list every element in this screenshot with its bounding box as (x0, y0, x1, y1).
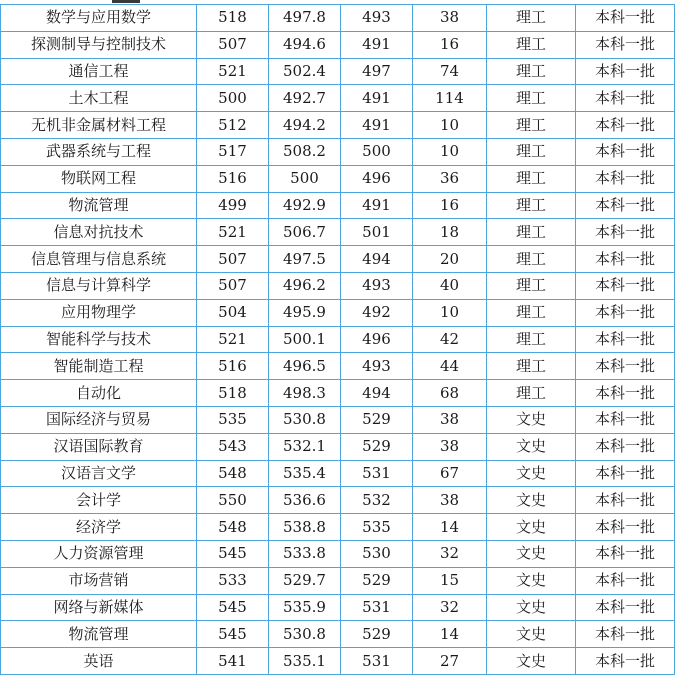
admitted-count-cell: 10 (413, 138, 487, 165)
admitted-count-cell: 16 (413, 31, 487, 58)
min-score-cell: 531 (341, 460, 413, 487)
table-row (1, 219, 675, 246)
avg-score-cell: 492.7 (269, 85, 341, 112)
admitted-count-cell: 18 (413, 219, 487, 246)
admitted-count-cell: 10 (413, 299, 487, 326)
table-row (1, 165, 675, 192)
major-cell: 人力资源管理 (1, 540, 197, 567)
subject-category-cell: 理工 (487, 299, 576, 326)
max-score-cell: 550 (197, 487, 269, 514)
min-score-cell: 529 (341, 406, 413, 433)
subject-category-cell: 理工 (487, 326, 576, 353)
admitted-count-cell: 10 (413, 112, 487, 139)
admission-batch-cell: 本科一批 (576, 567, 675, 594)
table-row (1, 433, 675, 460)
admission-batch-cell: 本科一批 (576, 85, 675, 112)
min-score-cell: 493 (341, 272, 413, 299)
avg-score-cell: 508.2 (269, 138, 341, 165)
table-row (1, 192, 675, 219)
admission-batch-cell: 本科一批 (576, 353, 675, 380)
admitted-count-cell: 32 (413, 540, 487, 567)
admitted-count-cell: 14 (413, 514, 487, 541)
avg-score-cell: 492.9 (269, 192, 341, 219)
subject-category-cell: 理工 (487, 380, 576, 407)
admitted-count-cell: 67 (413, 460, 487, 487)
avg-score-cell: 529.7 (269, 567, 341, 594)
admitted-count-cell: 16 (413, 192, 487, 219)
admitted-count-cell: 68 (413, 380, 487, 407)
min-score-cell: 497 (341, 58, 413, 85)
max-score-cell: 507 (197, 31, 269, 58)
max-score-cell: 507 (197, 246, 269, 273)
major-cell: 物流管理 (1, 192, 197, 219)
admission-batch-cell: 本科一批 (576, 380, 675, 407)
min-score-cell: 529 (341, 621, 413, 648)
admission-scores-table (0, 4, 675, 675)
admission-batch-cell: 本科一批 (576, 460, 675, 487)
min-score-cell: 493 (341, 5, 413, 32)
max-score-cell: 516 (197, 353, 269, 380)
admission-batch-cell: 本科一批 (576, 514, 675, 541)
min-score-cell: 491 (341, 85, 413, 112)
admitted-count-cell: 40 (413, 272, 487, 299)
major-cell: 通信工程 (1, 58, 197, 85)
max-score-cell: 545 (197, 540, 269, 567)
avg-score-cell: 535.1 (269, 648, 341, 675)
admission-batch-cell: 本科一批 (576, 433, 675, 460)
avg-score-cell: 500.1 (269, 326, 341, 353)
major-cell: 信息对抗技术 (1, 219, 197, 246)
major-cell: 数学与应用数学 (1, 5, 197, 32)
admission-batch-cell: 本科一批 (576, 138, 675, 165)
admitted-count-cell: 114 (413, 85, 487, 112)
min-score-cell: 491 (341, 31, 413, 58)
subject-category-cell: 理工 (487, 5, 576, 32)
min-score-cell: 491 (341, 112, 413, 139)
admitted-count-cell: 15 (413, 567, 487, 594)
major-cell: 英语 (1, 648, 197, 675)
min-score-cell: 500 (341, 138, 413, 165)
admitted-count-cell: 32 (413, 594, 487, 621)
table-row (1, 406, 675, 433)
major-cell: 信息管理与信息系统 (1, 246, 197, 273)
clipped-text-fragment (112, 0, 140, 3)
admission-batch-cell: 本科一批 (576, 406, 675, 433)
table-row (1, 487, 675, 514)
max-score-cell: 500 (197, 85, 269, 112)
max-score-cell: 518 (197, 5, 269, 32)
subject-category-cell: 理工 (487, 192, 576, 219)
table-row (1, 460, 675, 487)
subject-category-cell: 理工 (487, 272, 576, 299)
admitted-count-cell: 42 (413, 326, 487, 353)
admitted-count-cell: 38 (413, 5, 487, 32)
major-cell: 物联网工程 (1, 165, 197, 192)
max-score-cell: 499 (197, 192, 269, 219)
table-row (1, 540, 675, 567)
major-cell: 应用物理学 (1, 299, 197, 326)
admission-batch-cell: 本科一批 (576, 487, 675, 514)
major-cell: 网络与新媒体 (1, 594, 197, 621)
subject-category-cell: 文史 (487, 540, 576, 567)
avg-score-cell: 494.6 (269, 31, 341, 58)
table-row (1, 326, 675, 353)
subject-category-cell: 文史 (487, 487, 576, 514)
major-cell: 信息与计算科学 (1, 272, 197, 299)
admission-batch-cell: 本科一批 (576, 621, 675, 648)
major-cell: 智能科学与技术 (1, 326, 197, 353)
min-score-cell: 492 (341, 299, 413, 326)
admitted-count-cell: 27 (413, 648, 487, 675)
major-cell: 智能制造工程 (1, 353, 197, 380)
admitted-count-cell: 20 (413, 246, 487, 273)
table-row (1, 246, 675, 273)
admitted-count-cell: 14 (413, 621, 487, 648)
min-score-cell: 531 (341, 594, 413, 621)
admitted-count-cell: 38 (413, 433, 487, 460)
subject-category-cell: 理工 (487, 353, 576, 380)
max-score-cell: 533 (197, 567, 269, 594)
major-cell: 物流管理 (1, 621, 197, 648)
admission-batch-cell: 本科一批 (576, 246, 675, 273)
subject-category-cell: 理工 (487, 165, 576, 192)
major-cell: 汉语言文学 (1, 460, 197, 487)
max-score-cell: 545 (197, 621, 269, 648)
max-score-cell: 504 (197, 299, 269, 326)
table-row (1, 648, 675, 675)
avg-score-cell: 535.9 (269, 594, 341, 621)
major-cell: 自动化 (1, 380, 197, 407)
max-score-cell: 541 (197, 648, 269, 675)
avg-score-cell: 530.8 (269, 621, 341, 648)
subject-category-cell: 文史 (487, 433, 576, 460)
min-score-cell: 494 (341, 246, 413, 273)
subject-category-cell: 文史 (487, 648, 576, 675)
max-score-cell: 521 (197, 58, 269, 85)
admission-batch-cell: 本科一批 (576, 648, 675, 675)
max-score-cell: 548 (197, 514, 269, 541)
avg-score-cell: 538.8 (269, 514, 341, 541)
min-score-cell: 529 (341, 433, 413, 460)
max-score-cell: 521 (197, 219, 269, 246)
min-score-cell: 529 (341, 567, 413, 594)
subject-category-cell: 理工 (487, 58, 576, 85)
subject-category-cell: 理工 (487, 112, 576, 139)
admitted-count-cell: 74 (413, 58, 487, 85)
subject-category-cell: 文史 (487, 621, 576, 648)
major-cell: 无机非金属材料工程 (1, 112, 197, 139)
admitted-count-cell: 38 (413, 406, 487, 433)
min-score-cell: 530 (341, 540, 413, 567)
avg-score-cell: 506.7 (269, 219, 341, 246)
table-row (1, 31, 675, 58)
major-cell: 经济学 (1, 514, 197, 541)
min-score-cell: 493 (341, 353, 413, 380)
subject-category-cell: 理工 (487, 246, 576, 273)
max-score-cell: 543 (197, 433, 269, 460)
subject-category-cell: 理工 (487, 219, 576, 246)
admission-batch-cell: 本科一批 (576, 594, 675, 621)
avg-score-cell: 496.5 (269, 353, 341, 380)
table-row (1, 380, 675, 407)
major-cell: 探测制导与控制技术 (1, 31, 197, 58)
max-score-cell: 512 (197, 112, 269, 139)
min-score-cell: 532 (341, 487, 413, 514)
admission-batch-cell: 本科一批 (576, 165, 675, 192)
admitted-count-cell: 38 (413, 487, 487, 514)
table-row (1, 85, 675, 112)
admission-batch-cell: 本科一批 (576, 272, 675, 299)
min-score-cell: 494 (341, 380, 413, 407)
avg-score-cell: 494.2 (269, 112, 341, 139)
major-cell: 汉语国际教育 (1, 433, 197, 460)
min-score-cell: 496 (341, 326, 413, 353)
table-row (1, 594, 675, 621)
table-row (1, 621, 675, 648)
avg-score-cell: 497.5 (269, 246, 341, 273)
min-score-cell: 531 (341, 648, 413, 675)
table-row (1, 272, 675, 299)
admission-batch-cell: 本科一批 (576, 326, 675, 353)
major-cell: 市场营销 (1, 567, 197, 594)
subject-category-cell: 理工 (487, 31, 576, 58)
admission-batch-cell: 本科一批 (576, 192, 675, 219)
table-row (1, 567, 675, 594)
table-row (1, 5, 675, 32)
max-score-cell: 545 (197, 594, 269, 621)
major-cell: 武器系统与工程 (1, 138, 197, 165)
max-score-cell: 507 (197, 272, 269, 299)
min-score-cell: 535 (341, 514, 413, 541)
min-score-cell: 501 (341, 219, 413, 246)
major-cell: 土木工程 (1, 85, 197, 112)
avg-score-cell: 530.8 (269, 406, 341, 433)
subject-category-cell: 理工 (487, 138, 576, 165)
table-row (1, 58, 675, 85)
subject-category-cell: 文史 (487, 567, 576, 594)
admitted-count-cell: 44 (413, 353, 487, 380)
table-row (1, 112, 675, 139)
min-score-cell: 496 (341, 165, 413, 192)
subject-category-cell: 文史 (487, 594, 576, 621)
table-row (1, 138, 675, 165)
major-cell: 国际经济与贸易 (1, 406, 197, 433)
avg-score-cell: 496.2 (269, 272, 341, 299)
admission-batch-cell: 本科一批 (576, 5, 675, 32)
avg-score-cell: 533.8 (269, 540, 341, 567)
subject-category-cell: 文史 (487, 406, 576, 433)
subject-category-cell: 理工 (487, 85, 576, 112)
avg-score-cell: 495.9 (269, 299, 341, 326)
max-score-cell: 535 (197, 406, 269, 433)
admission-batch-cell: 本科一批 (576, 112, 675, 139)
avg-score-cell: 498.3 (269, 380, 341, 407)
table-row (1, 353, 675, 380)
max-score-cell: 517 (197, 138, 269, 165)
table-body (1, 5, 675, 675)
admission-batch-cell: 本科一批 (576, 299, 675, 326)
max-score-cell: 521 (197, 326, 269, 353)
subject-category-cell: 文史 (487, 514, 576, 541)
avg-score-cell: 535.4 (269, 460, 341, 487)
admitted-count-cell: 36 (413, 165, 487, 192)
avg-score-cell: 497.8 (269, 5, 341, 32)
avg-score-cell: 502.4 (269, 58, 341, 85)
avg-score-cell: 536.6 (269, 487, 341, 514)
max-score-cell: 548 (197, 460, 269, 487)
admission-batch-cell: 本科一批 (576, 219, 675, 246)
max-score-cell: 518 (197, 380, 269, 407)
table-row (1, 299, 675, 326)
admission-batch-cell: 本科一批 (576, 31, 675, 58)
table-row (1, 514, 675, 541)
admission-batch-cell: 本科一批 (576, 58, 675, 85)
subject-category-cell: 文史 (487, 460, 576, 487)
admission-batch-cell: 本科一批 (576, 540, 675, 567)
min-score-cell: 491 (341, 192, 413, 219)
major-cell: 会计学 (1, 487, 197, 514)
avg-score-cell: 500 (269, 165, 341, 192)
avg-score-cell: 532.1 (269, 433, 341, 460)
max-score-cell: 516 (197, 165, 269, 192)
